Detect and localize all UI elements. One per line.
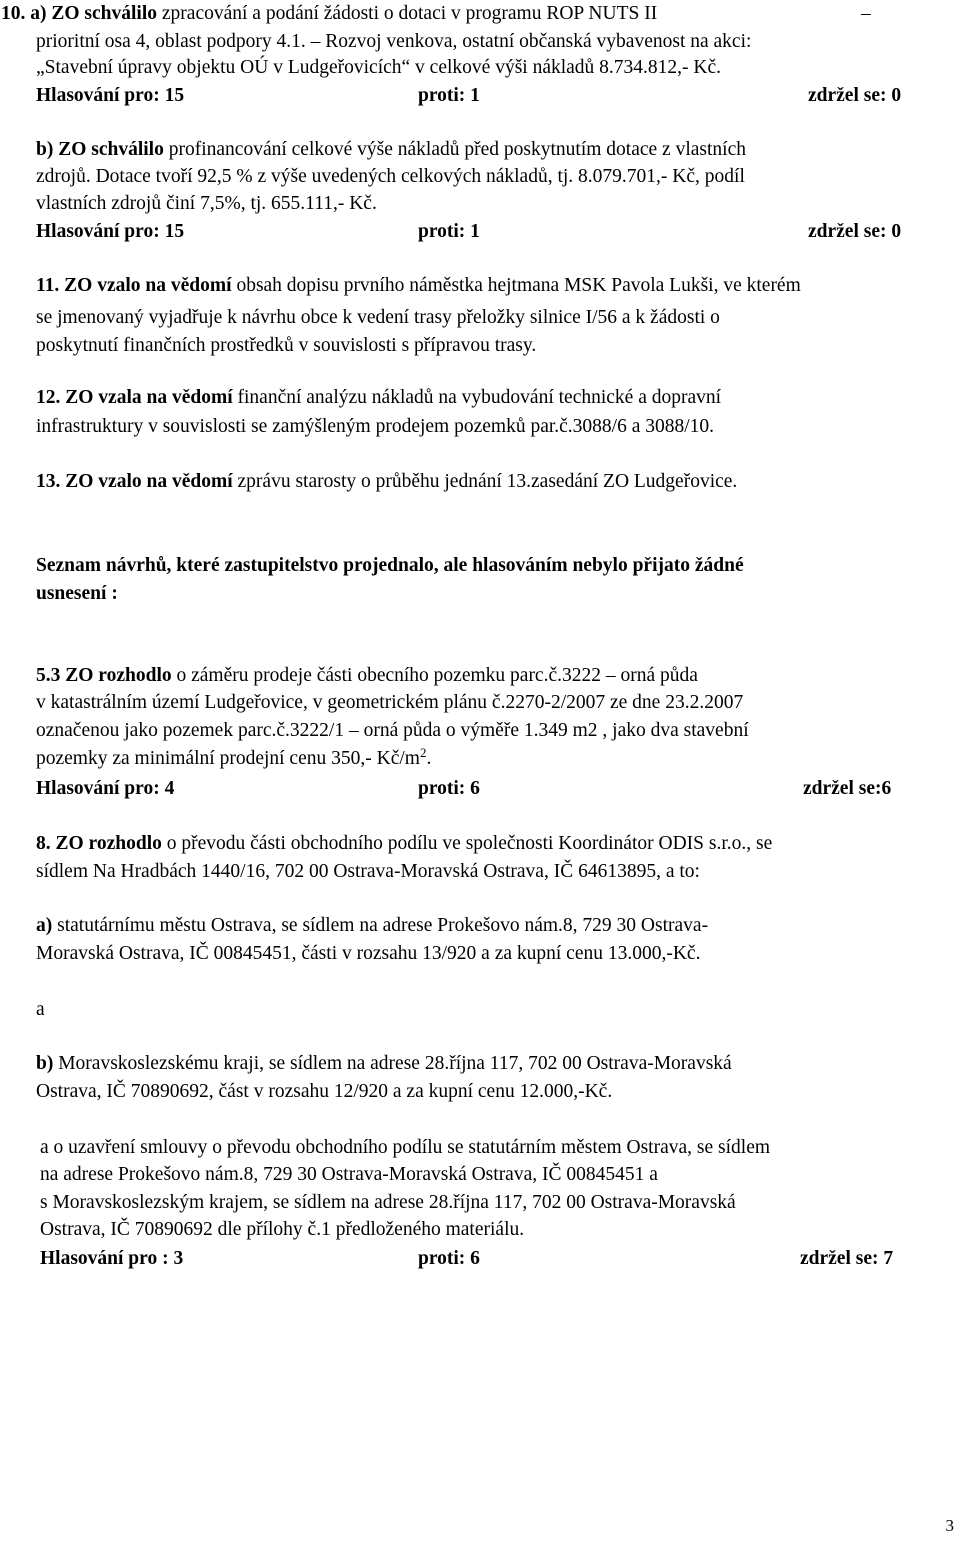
item10-line1: [1, 0, 657, 27]
item10-vote-b-pro: Hlasování pro: 15: [36, 221, 185, 242]
item8-b-line2: Ostrava, IČ 70890692, část v rozsahu 12/920 a za kupní cenu 12.000,-Kč.: [36, 1081, 613, 1102]
item11-line1-text: obsah dopisu prvního náměstka hejtmana MSK Pavola Lukši, ve kterém: [231, 275, 801, 296]
item53-line2: v katastrálním území Ludgeřovice, v geometrickém plánu č.2270-2/2007 ze dne 23.2.2007: [36, 692, 744, 713]
item8-vote-zdrzel: zdržel se: 7: [800, 1248, 894, 1269]
item53-line4-superscript: 2: [419, 745, 427, 760]
item10-dash: –: [861, 3, 871, 24]
item53-decision: 5.3 ZO rozhodlo: [36, 665, 172, 686]
item10-b-line1: [36, 136, 746, 163]
item53-vote-proti: proti: 6: [418, 778, 480, 799]
section-heading-line2: usnesení :: [36, 583, 118, 604]
item8-vote-proti: proti: 6: [418, 1248, 480, 1269]
item10-b-line1-text: profinancování celkové výše nákladů před poskytnutím dotace z vlastních: [163, 139, 746, 160]
item12-line1-text: finanční analýzu nákladů na vybudování technické a dopravní: [232, 387, 722, 408]
item53-line3: označenou jako pozemek parc.č.3222/1 – orná půda o výměře 1.349 m2 , jako dva stavební: [36, 720, 749, 741]
item12-line2: infrastruktury v souvislosti se zamýšleným prodejem pozemků par.č.3088/6 a 3088/10.: [36, 416, 715, 437]
item10-vote-a-zdrzel: zdržel se: 0: [808, 85, 902, 106]
item53-vote-pro: Hlasování pro: 4: [36, 778, 175, 799]
item10-line1-text: zpracování a podání žádosti o dotaci v programu ROP NUTS II: [157, 3, 658, 24]
item8-decision: 8. ZO rozhodlo: [36, 833, 162, 854]
item10-a-decision: a) ZO schválilo: [25, 3, 158, 24]
item8-line1-text: o převodu části obchodního podílu ve společnosti Koordinátor ODIS s.r.o., se: [161, 833, 773, 854]
item11-line2: se jmenovaný vyjadřuje k návrhu obce k vedení trasy přeložky silnice I/56 a k žádosti o: [36, 307, 720, 328]
item10-vote-b-proti: proti: 1: [418, 221, 480, 242]
item10-b-decision: b) ZO schválilo: [36, 139, 164, 160]
item10-vote-a-pro: Hlasování pro: 15: [36, 85, 185, 106]
item11-line3: poskytnutí finančních prostředků v souvislosti s přípravou trasy.: [36, 335, 537, 356]
item8-c-line3: s Moravskoslezským krajem, se sídlem na adrese 28.října 117, 702 00 Ostrava-Moravská: [40, 1192, 736, 1213]
item53-line4-text: pozemky za minimální prodejní cenu 350,- Kč/m: [36, 748, 420, 769]
item13-line1: [36, 468, 737, 495]
item53-line4-end: .: [426, 748, 432, 769]
item8-c-line1: a o uzavření smlouvy o převodu obchodního podílu se statutárním městem Ostrava, se sídlem: [40, 1137, 771, 1158]
item53-line1: [36, 662, 698, 689]
item10-number: 10.: [1, 3, 26, 24]
item13-line1-text: zprávu starosty o průběhu jednání 13.zasedání ZO Ludgeřovice.: [232, 471, 738, 492]
item8-c-line4: Ostrava, IČ 70890692 dle přílohy č.1 předloženého materiálu.: [40, 1219, 525, 1240]
item10-line3: „Stavební úpravy objektu OÚ v Ludgeřovicích“ v celkové výši nákladů 8.734.812,- Kč.: [36, 57, 722, 78]
item53-vote-zdrzel: zdržel se:6: [803, 778, 892, 799]
item8-b-label: b): [36, 1053, 54, 1074]
item13-decision: 13. ZO vzalo na vědomí: [36, 471, 233, 492]
item8-b-line1-text: Moravskoslezskému kraji, se sídlem na adrese 28.října 117, 702 00 Ostrava-Moravská: [53, 1053, 732, 1074]
item10-b-line3: vlastních zdrojů činí 7,5%, tj. 655.111,- Kč.: [36, 193, 377, 214]
item8-a-label: a): [36, 915, 53, 936]
item8-c-line2: na adrese Prokešovo nám.8, 729 30 Ostrava-Moravská Ostrava, IČ 00845451 a: [40, 1164, 658, 1185]
item10-b-line2: zdrojů. Dotace tvoří 92,5 % z výše uvedených celkových nákladů, tj. 8.079.701,- Kč, podíl: [36, 166, 745, 187]
item8-b-line1: [36, 1050, 732, 1077]
item8-line2: sídlem Na Hradbách 1440/16, 702 00 Ostrava-Moravská Ostrava, IČ 64613895, a to:: [36, 861, 700, 882]
item10-vote-b-zdrzel: zdržel se: 0: [808, 221, 902, 242]
item8-line1: [36, 830, 772, 857]
item8-a-line2: Moravská Ostrava, IČ 00845451, části v rozsahu 13/920 a za kupní cenu 13.000,-Kč.: [36, 943, 701, 964]
item53-line1-text: o záměru prodeje části obecního pozemku parc.č.3222 – orná půda: [171, 665, 698, 686]
item8-and: a: [36, 999, 45, 1020]
item10-line2: prioritní osa 4, oblast podpory 4.1. – Rozvoj venkova, ostatní občanská vybavenost na akci:: [36, 31, 752, 52]
item8-vote-pro: Hlasování pro : 3: [40, 1248, 184, 1269]
item11-decision: 11. ZO vzalo na vědomí: [36, 275, 232, 296]
item8-a-line1-text: statutárnímu městu Ostrava, se sídlem na adrese Prokešovo nám.8, 729 30 Ostrava-: [52, 915, 709, 936]
item53-line4: [36, 745, 431, 772]
item12-decision: 12. ZO vzala na vědomí: [36, 387, 233, 408]
item12-line1: [36, 384, 721, 411]
section-heading-line1: Seznam návrhů, které zastupitelstvo projednalo, ale hlasováním nebylo přijato žádné: [36, 555, 744, 576]
item8-a-line1: [36, 912, 708, 939]
item10-vote-a-proti: proti: 1: [418, 85, 480, 106]
item11-line1: [36, 272, 801, 299]
page-number: 3: [945, 1516, 954, 1535]
